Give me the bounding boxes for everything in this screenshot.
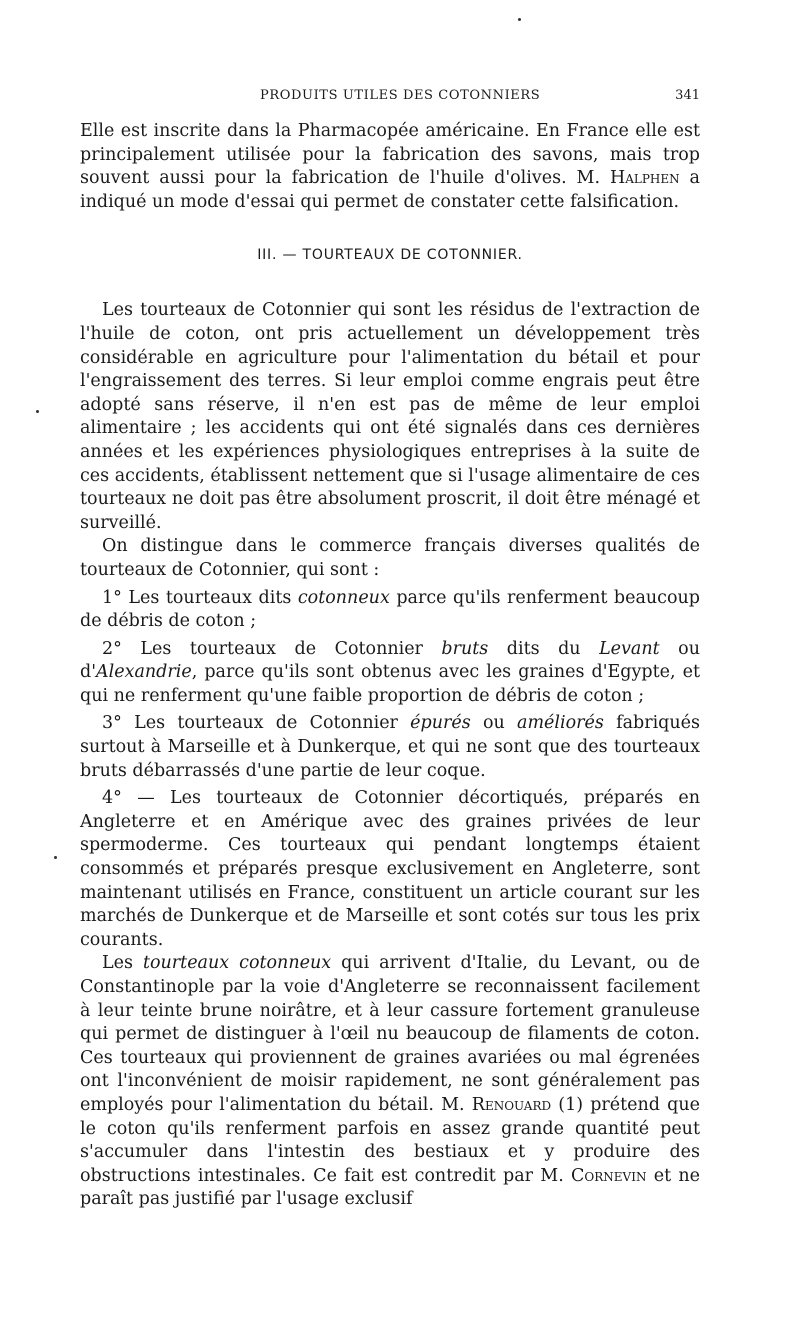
text-run: Les tourteaux de Cotonnier xyxy=(121,638,442,659)
text-run: parce qu'ils renferment beaucoup de débris de coton ; xyxy=(80,587,700,632)
page-speck xyxy=(54,856,57,859)
paragraph-tourteaux-cotonneux xyxy=(80,952,700,1212)
text-run: fabriqués surtout à Marseille et à Dunkerque, et qui ne sont que des tourteaux bruts débarrassés d'une partie de leur coque. xyxy=(80,713,700,781)
author-name: Cornevin xyxy=(571,1165,647,1186)
paragraph-qualites: On distingue dans le commerce français diverses qualités de tourteaux de Cotonnier, qui sont : xyxy=(80,536,700,580)
item-number: 3° xyxy=(102,713,122,734)
italic-term: épurés xyxy=(410,713,471,734)
body-text xyxy=(80,120,700,1212)
page-speck xyxy=(36,410,39,413)
italic-term: Levant xyxy=(599,638,660,659)
list-item-4 xyxy=(80,787,700,952)
text-run: Les xyxy=(102,953,143,974)
author-name: Halphen xyxy=(609,168,680,189)
italic-term: cotonneux xyxy=(297,587,390,608)
text-run: — Les tourteaux de Cotonnier décortiqués, préparés en Angleterre et en Amérique avec des graines privées de leur spermoderme. Ces tourteaux qui pendant longtemps étaient consommés et préparés presque exclusivement en Angleterre, sont maintenant utilisés en France, constituent un article courant sur les marchés de Dunkerque et de Marseille et sont cotés sur tous les prix courants. xyxy=(80,788,700,950)
text-run: , parce qu'ils sont obtenus avec les graines d'Egypte, et qui ne renferment qu'une faible proportion de débris de coton ; xyxy=(80,662,700,706)
text-run: a indiqué un mode d'essai qui permet de constater cette falsification. xyxy=(80,168,700,212)
list-item-3 xyxy=(80,712,700,783)
text-run: Les tourteaux de Cotonnier xyxy=(121,713,411,734)
list-item-2 xyxy=(80,638,700,709)
italic-term: tourteaux cotonneux xyxy=(142,953,332,974)
text-run: ou d' xyxy=(80,638,700,683)
text-run: (1) prétend que le coton qu'ils renferment parfois en assez grande quantité peut s'accumuler dans l'intestin des bestiaux et y produire des obstructions intestinales. Ce fait est contredit par M. xyxy=(80,1094,701,1186)
author-name: Renouard xyxy=(471,1094,552,1115)
italic-term: améliorés xyxy=(517,713,604,734)
page-header xyxy=(80,88,700,108)
paragraph-tourteaux-intro: Les tourteaux de Cotonnier qui sont les résidus de l'extraction de l'huile de coton, ont pris actuellement un développement très considérable en agriculture pour l'alimentation du bétail et pour l'engraissement des terres. Si leur emploi comme engrais peut être adopté sans réserve, il n'en est pas de même de leur emploi alimentaire ; les accidents qui ont été signalés dans ces dernières années et les expériences physiologiques entreprises à la suite de ces accidents, établissent nettement que si l'usage alimentaire de ces tourteaux ne doit pas être absolument proscrit, il doit être ménagé et surveillé. xyxy=(80,300,700,533)
item-number: 1° xyxy=(102,587,122,608)
text-run: ou xyxy=(470,713,518,734)
text-run: dits du xyxy=(488,638,600,659)
item-number: 2° xyxy=(102,638,122,659)
item-number: 4° xyxy=(102,788,122,809)
list-item-1 xyxy=(80,587,700,634)
text-run: et ne paraît pas justifié par l'usage exclusif xyxy=(80,1165,700,1210)
section-title: III. — TOURTEAUX DE COTONNIER. xyxy=(257,247,523,264)
text-run: Les tourteaux dits xyxy=(121,587,298,608)
page-number: 341 xyxy=(675,88,700,103)
italic-term: Alexandrie xyxy=(96,662,192,683)
italic-term: bruts xyxy=(441,638,489,659)
text-run: Elle est inscrite dans la Pharmacopée américaine. En France elle est principalement utilisée pour la fabrication des savons, mais trop souvent aussi pour la fabrication de l'huile d'olives. M. xyxy=(80,121,700,189)
document-page xyxy=(80,0,700,1327)
text-run: qui arrivent d'Italie, du Levant, ou de Constantinople par la voie d'Angleterre se reconnaissent facilement à leur teinte brune noirâtre, et à leur cassure fortement granuleuse qui permet de distinguer à l'œil nu beaucoup de filaments de coton. Ces tourteaux qui proviennent de graines avariées ou mal égrenées ont l'inconvénient de moisir rapidement, ne sont généralement pas employés pour l'alimentation du bétail. M. xyxy=(80,953,700,1115)
running-title: PRODUITS UTILES DES COTONNIERS xyxy=(260,88,541,103)
paragraph-pharmacopee xyxy=(80,120,700,214)
